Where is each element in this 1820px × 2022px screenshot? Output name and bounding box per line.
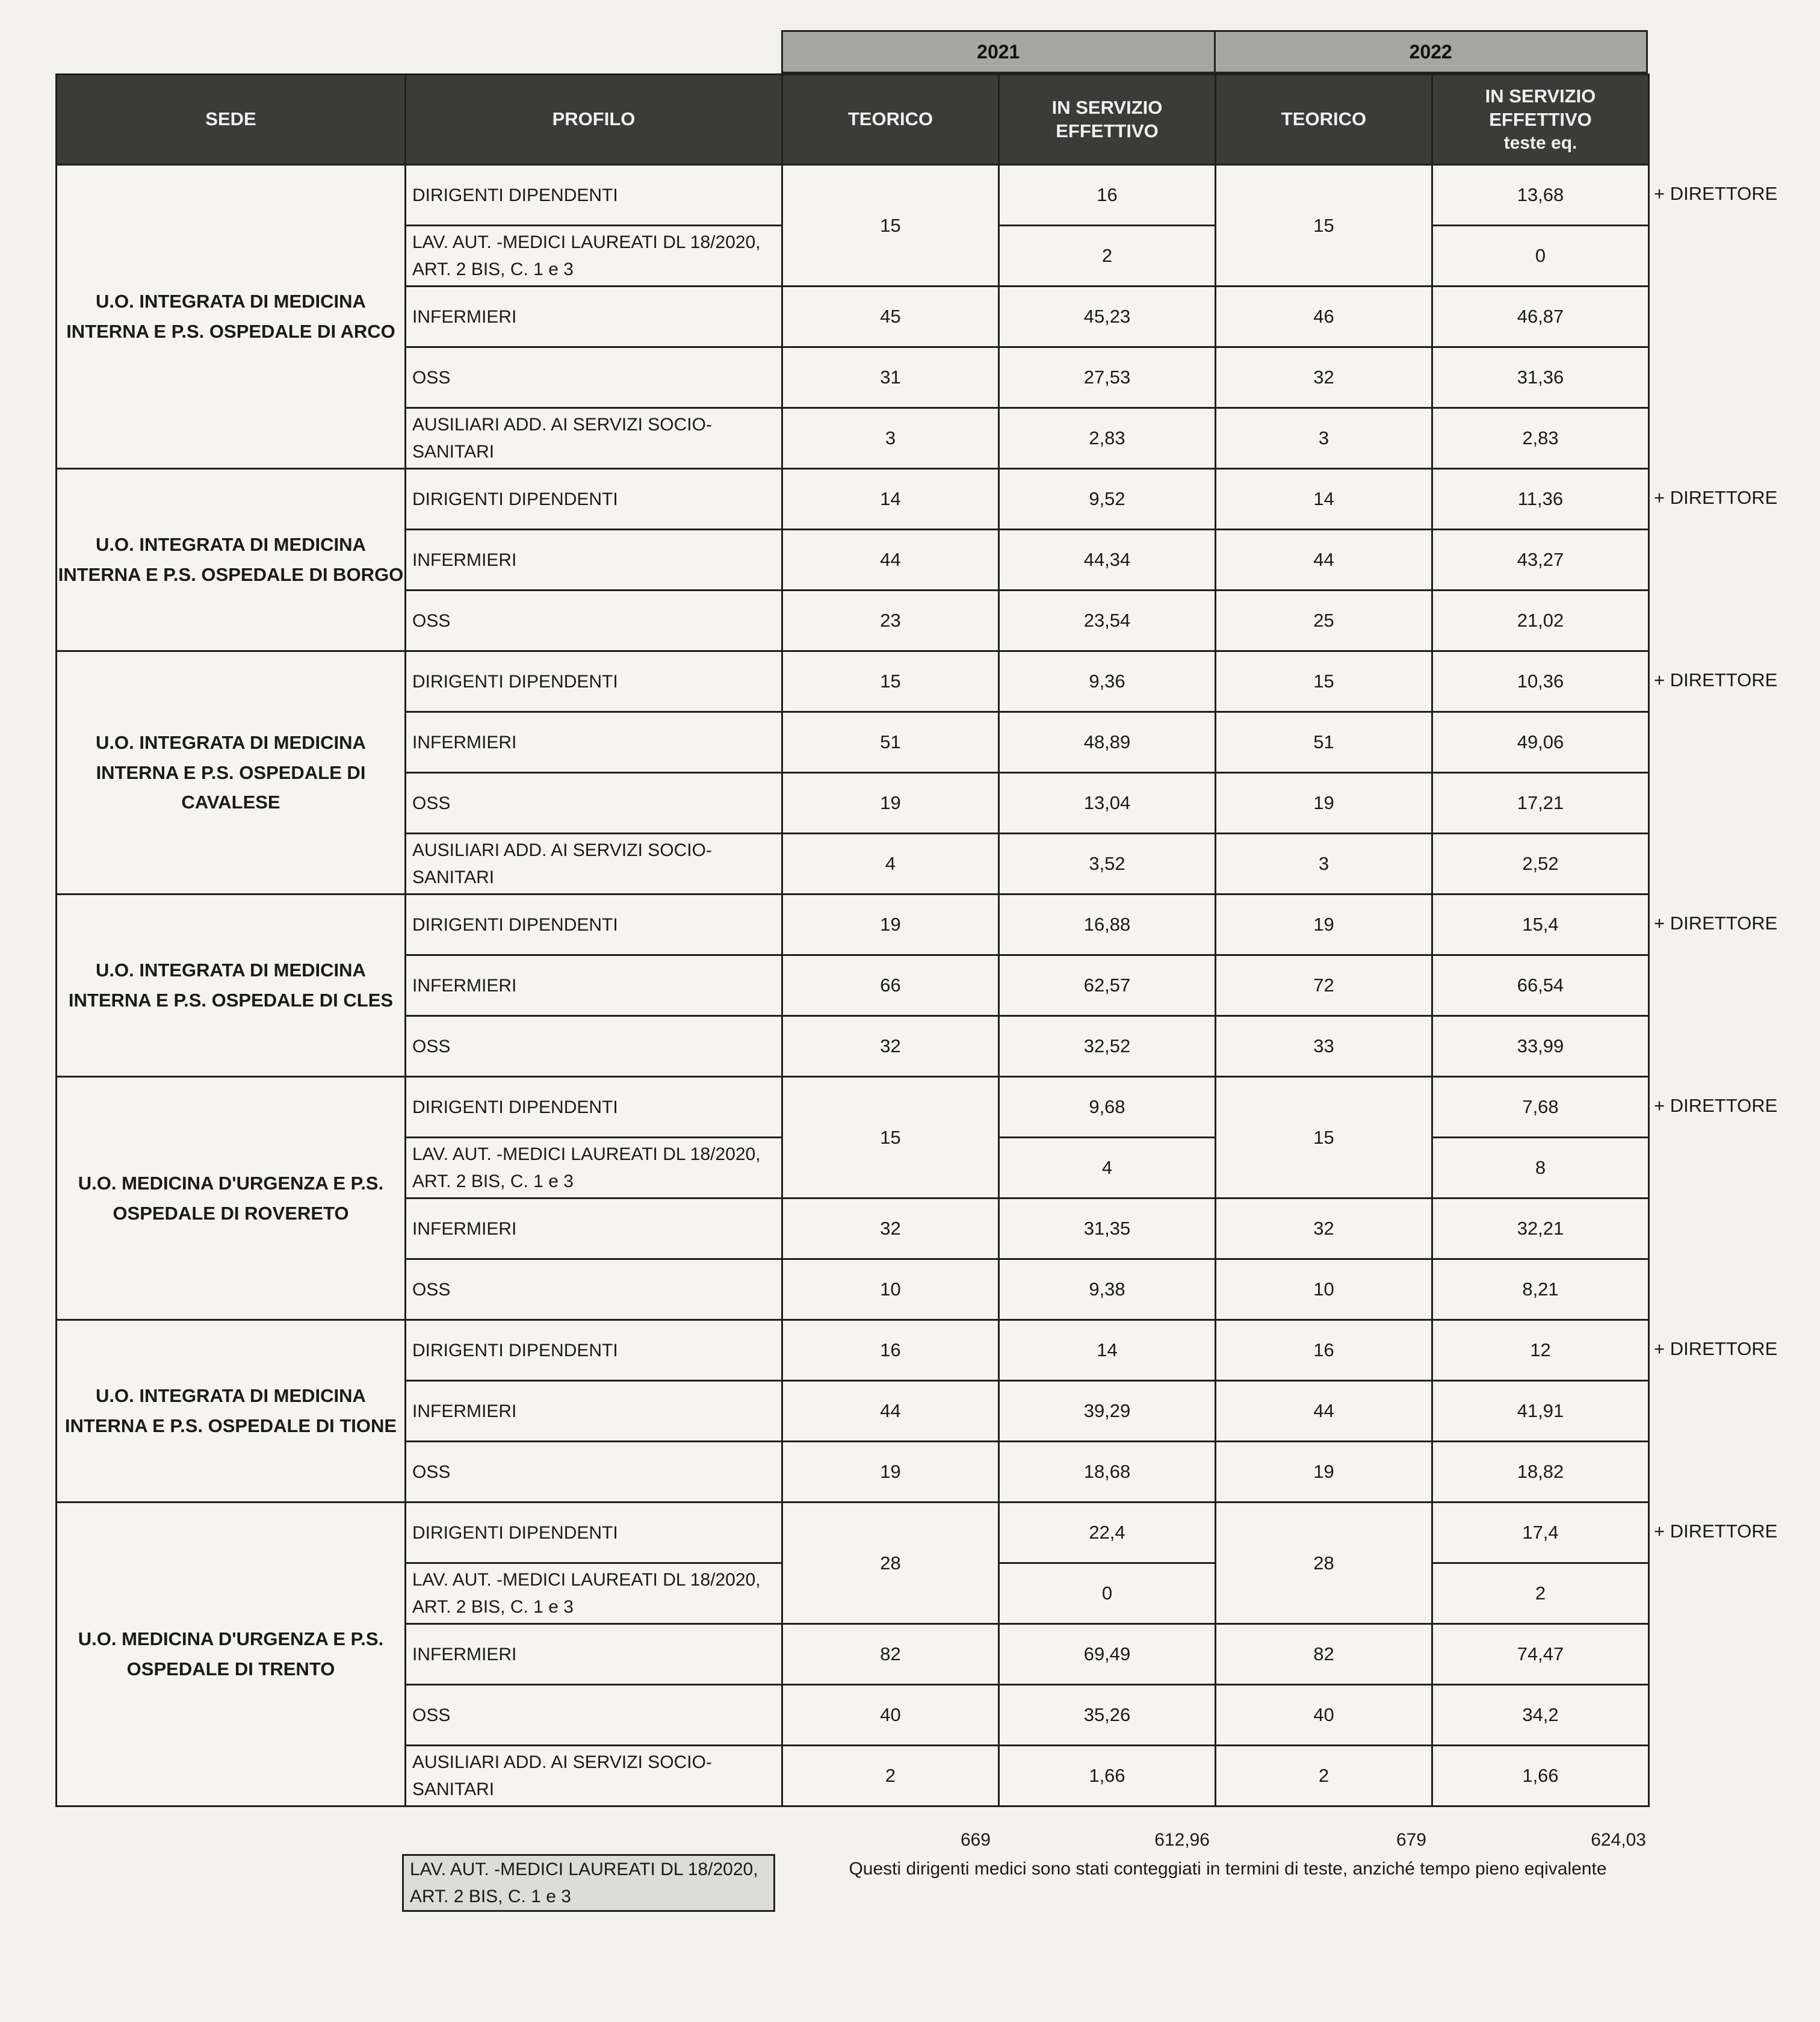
profilo-cell: LAV. AUT. -MEDICI LAUREATI DL 18/2020, ART. 2 BIS, C. 1 e 3 [406,1563,782,1624]
servizio-2022-cell: 17,21 [1432,773,1649,834]
servizio-2021-cell: 23,54 [999,591,1216,651]
teorico-2022-cell: 19 [1216,895,1432,955]
table-row [57,1320,1649,1381]
total-teorico-2021: 669 [960,1830,991,1850]
teorico-2021-cell: 10 [782,1259,999,1320]
profilo-cell: DIRIGENTI DIPENDENTI [406,1320,782,1381]
servizio-2022-cell: 12 [1432,1320,1649,1381]
servizio-2022-cell: 41,91 [1432,1381,1649,1442]
profilo-cell: DIRIGENTI DIPENDENTI [406,1503,782,1563]
profilo-cell: INFERMIERI [406,1199,782,1259]
profilo-cell: INFERMIERI [406,955,782,1016]
servizio-2022-cell: 66,54 [1432,955,1649,1016]
direttore-note: + DIRETTORE [1654,913,1778,934]
profilo-cell: DIRIGENTI DIPENDENTI [406,1077,782,1138]
direttore-note: + DIRETTORE [1654,1338,1778,1359]
teorico-2021-cell: 51 [782,712,999,773]
servizio-2021-cell: 39,29 [999,1381,1216,1442]
servizio-2021-cell: 16 [999,165,1216,226]
legend-box: LAV. AUT. -MEDICI LAUREATI DL 18/2020, ART. 2 BIS, C. 1 e 3 [402,1854,775,1912]
col-header-servizio-2022 [1432,75,1649,165]
servizio-2022-cell: 2,83 [1432,408,1649,469]
profilo-cell: OSS [406,773,782,834]
servizio-2021-cell: 62,57 [999,955,1216,1016]
profilo-cell: AUSILIARI ADD. AI SERVIZI SOCIO-SANITARI [406,408,782,469]
total-teorico-2022: 679 [1396,1830,1426,1850]
col-header-teorico-2022: TEORICO [1216,75,1432,165]
profilo-cell: OSS [406,591,782,651]
teorico-2021-cell: 19 [782,773,999,834]
servizio-2021-cell: 9,38 [999,1259,1216,1320]
servizio-2021-cell: 1,66 [999,1746,1216,1806]
servizio-2021-cell: 9,68 [999,1077,1216,1138]
teorico-2022-cell: 44 [1216,530,1432,591]
profilo-cell: INFERMIERI [406,530,782,591]
teorico-2021-cell: 23 [782,591,999,651]
servizio-2021-cell: 0 [999,1563,1216,1624]
col-header-teorico-2021: TEORICO [782,75,999,165]
teorico-2021-cell: 32 [782,1199,999,1259]
direttore-note: + DIRETTORE [1654,1095,1778,1116]
profilo-cell: OSS [406,1259,782,1320]
servizio-2022-cell: 10,36 [1432,651,1649,712]
teorico-2022-cell: 15 [1216,651,1432,712]
profilo-cell: INFERMIERI [406,1381,782,1442]
servizio-2021-cell: 31,35 [999,1199,1216,1259]
direttore-note: + DIRETTORE [1654,1521,1778,1542]
col-header-sede: SEDE [57,75,406,165]
teorico-2022-cell: 3 [1216,834,1432,895]
sede-cell: U.O. MEDICINA D'URGENZA E P.S. OSPEDALE DI TRENTO [57,1503,406,1806]
servizio-2022-cell: 15,4 [1432,895,1649,955]
servizio-2022-cell: 33,99 [1432,1016,1649,1077]
table-row [57,165,1649,226]
teorico-2022-cell: 28 [1216,1503,1432,1624]
teorico-2022-cell: 82 [1216,1624,1432,1685]
year-2021-header: 2021 [781,30,1216,73]
teorico-2021-cell: 44 [782,530,999,591]
teorico-2021-cell: 15 [782,651,999,712]
teorico-2021-cell: 19 [782,1442,999,1503]
col-header-servizio-2022-sub: teste eq. [1503,132,1577,153]
teorico-2021-cell: 15 [782,1077,999,1199]
sede-cell: U.O. INTEGRATA DI MEDICINA INTERNA E P.S. OSPEDALE DI CLES [57,895,406,1077]
profilo-cell: OSS [406,1016,782,1077]
servizio-2021-cell: 4 [999,1138,1216,1199]
teorico-2021-cell: 19 [782,895,999,955]
profilo-cell: DIRIGENTI DIPENDENTI [406,651,782,712]
servizio-2022-cell: 49,06 [1432,712,1649,773]
servizio-2021-cell: 13,04 [999,773,1216,834]
sede-cell: U.O. INTEGRATA DI MEDICINA INTERNA E P.S. OSPEDALE DI ARCO [57,165,406,469]
servizio-2022-cell: 8 [1432,1138,1649,1199]
teorico-2021-cell: 4 [782,834,999,895]
teorico-2021-cell: 14 [782,469,999,530]
servizio-2022-cell: 17,4 [1432,1503,1649,1563]
servizio-2021-cell: 48,89 [999,712,1216,773]
servizio-2022-cell: 7,68 [1432,1077,1649,1138]
servizio-2022-cell: 13,68 [1432,165,1649,226]
teorico-2021-cell: 40 [782,1685,999,1746]
profilo-cell: AUSILIARI ADD. AI SERVIZI SOCIO-SANITARI [406,834,782,895]
servizio-2021-cell: 9,36 [999,651,1216,712]
profilo-cell: OSS [406,347,782,408]
servizio-2022-cell: 18,82 [1432,1442,1649,1503]
servizio-2021-cell: 16,88 [999,895,1216,955]
teorico-2022-cell: 19 [1216,773,1432,834]
profilo-cell: AUSILIARI ADD. AI SERVIZI SOCIO-SANITARI [406,1746,782,1806]
teorico-2022-cell: 16 [1216,1320,1432,1381]
profilo-cell: INFERMIERI [406,712,782,773]
profilo-cell: OSS [406,1442,782,1503]
servizio-2022-cell: 2 [1432,1563,1649,1624]
staffing-table [55,73,1650,1807]
teorico-2022-cell: 40 [1216,1685,1432,1746]
year-header [781,30,1648,73]
teorico-2021-cell: 15 [782,165,999,287]
servizio-2022-cell: 8,21 [1432,1259,1649,1320]
servizio-2021-cell: 45,23 [999,287,1216,347]
legend-note: Questi dirigenti medici sono stati conteggiati in termini di teste, anziché tempo pieno eqivalente [849,1859,1607,1879]
servizio-2022-cell: 0 [1432,226,1649,287]
profilo-cell: LAV. AUT. -MEDICI LAUREATI DL 18/2020, ART. 2 BIS, C. 1 e 3 [406,1138,782,1199]
teorico-2021-cell: 2 [782,1746,999,1806]
servizio-2021-cell: 27,53 [999,347,1216,408]
total-servizio-2021: 612,96 [1154,1830,1210,1850]
teorico-2021-cell: 66 [782,955,999,1016]
teorico-2022-cell: 32 [1216,1199,1432,1259]
servizio-2022-cell: 2,52 [1432,834,1649,895]
teorico-2022-cell: 25 [1216,591,1432,651]
teorico-2022-cell: 46 [1216,287,1432,347]
table-row [57,895,1649,955]
table-row [57,1503,1649,1563]
servizio-2021-cell: 9,52 [999,469,1216,530]
col-header-profilo: PROFILO [406,75,782,165]
servizio-2021-cell: 22,4 [999,1503,1216,1563]
teorico-2022-cell: 33 [1216,1016,1432,1077]
servizio-2022-cell: 21,02 [1432,591,1649,651]
teorico-2021-cell: 45 [782,287,999,347]
teorico-2022-cell: 14 [1216,469,1432,530]
servizio-2021-cell: 14 [999,1320,1216,1381]
sede-cell: U.O. MEDICINA D'URGENZA E P.S. OSPEDALE DI ROVERETO [57,1077,406,1320]
teorico-2022-cell: 15 [1216,1077,1432,1199]
teorico-2022-cell: 32 [1216,347,1432,408]
servizio-2022-cell: 46,87 [1432,287,1649,347]
teorico-2022-cell: 3 [1216,408,1432,469]
direttore-note: + DIRETTORE [1654,183,1778,204]
sede-cell: U.O. INTEGRATA DI MEDICINA INTERNA E P.S. OSPEDALE DI TIONE [57,1320,406,1503]
teorico-2022-cell: 15 [1216,165,1432,287]
table-row [57,651,1649,712]
teorico-2022-cell: 10 [1216,1259,1432,1320]
servizio-2022-cell: 32,21 [1432,1199,1649,1259]
profilo-cell: INFERMIERI [406,287,782,347]
teorico-2021-cell: 16 [782,1320,999,1381]
sede-cell: U.O. INTEGRATA DI MEDICINA INTERNA E P.S. OSPEDALE DI CAVALESE [57,651,406,895]
teorico-2022-cell: 2 [1216,1746,1432,1806]
year-2022-header: 2022 [1216,30,1648,73]
teorico-2021-cell: 32 [782,1016,999,1077]
servizio-2021-cell: 3,52 [999,834,1216,895]
servizio-2021-cell: 44,34 [999,530,1216,591]
table-row [57,469,1649,530]
teorico-2021-cell: 3 [782,408,999,469]
teorico-2021-cell: 82 [782,1624,999,1685]
col-header-servizio-2022-label: IN SERVIZIO EFFETTIVO [1485,85,1596,130]
teorico-2022-cell: 51 [1216,712,1432,773]
direttore-note: + DIRETTORE [1654,669,1778,690]
servizio-2022-cell: 34,2 [1432,1685,1649,1746]
teorico-2022-cell: 19 [1216,1442,1432,1503]
teorico-2022-cell: 44 [1216,1381,1432,1442]
profilo-cell: OSS [406,1685,782,1746]
total-servizio-2022: 624,03 [1591,1830,1646,1850]
servizio-2022-cell: 43,27 [1432,530,1649,591]
profilo-cell: INFERMIERI [406,1624,782,1685]
profilo-cell: DIRIGENTI DIPENDENTI [406,895,782,955]
profilo-cell: DIRIGENTI DIPENDENTI [406,165,782,226]
servizio-2022-cell: 1,66 [1432,1746,1649,1806]
table-body [57,165,1649,1806]
servizio-2022-cell: 11,36 [1432,469,1649,530]
direttore-note: + DIRETTORE [1654,487,1778,508]
teorico-2021-cell: 44 [782,1381,999,1442]
servizio-2021-cell: 2 [999,226,1216,287]
header-row [57,75,1649,165]
servizio-2021-cell: 32,52 [999,1016,1216,1077]
table-row [57,1077,1649,1138]
teorico-2022-cell: 72 [1216,955,1432,1016]
profilo-cell: LAV. AUT. -MEDICI LAUREATI DL 18/2020, ART. 2 BIS, C. 1 e 3 [406,226,782,287]
sede-cell: U.O. INTEGRATA DI MEDICINA INTERNA E P.S. OSPEDALE DI BORGO [57,469,406,651]
profilo-cell: DIRIGENTI DIPENDENTI [406,469,782,530]
servizio-2021-cell: 18,68 [999,1442,1216,1503]
servizio-2022-cell: 31,36 [1432,347,1649,408]
teorico-2021-cell: 31 [782,347,999,408]
servizio-2021-cell: 69,49 [999,1624,1216,1685]
servizio-2021-cell: 2,83 [999,408,1216,469]
teorico-2021-cell: 28 [782,1503,999,1624]
col-header-servizio-2021: IN SERVIZIO EFFETTIVO [999,75,1216,165]
servizio-2022-cell: 74,47 [1432,1624,1649,1685]
servizio-2021-cell: 35,26 [999,1685,1216,1746]
